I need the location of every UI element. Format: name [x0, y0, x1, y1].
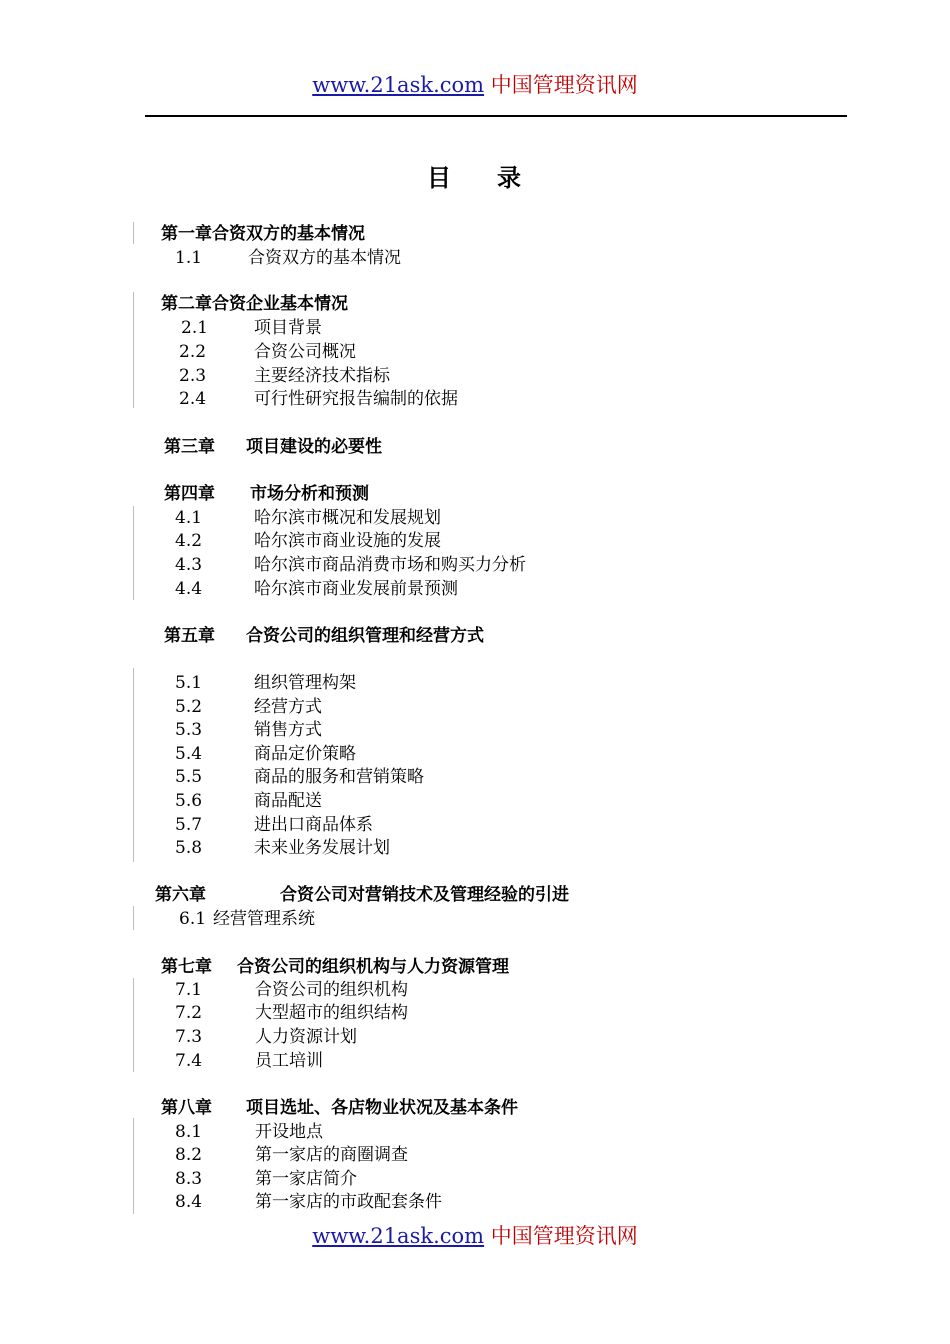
header-rule	[145, 115, 847, 117]
header-site-name: 中国管理资讯网	[490, 73, 638, 97]
chapter-8-heading[interactable]: 第八章 项目选址、各店物业状况及基本条件	[161, 1098, 518, 1118]
margin-bar	[133, 668, 134, 862]
footer-url-link[interactable]: www.21ask.com	[312, 1224, 485, 1248]
chapter-6-heading[interactable]: 第六章 合资公司对营销技术及管理经验的引进	[155, 885, 569, 905]
title-left-char: 目	[427, 164, 453, 192]
chapter-4-heading[interactable]: 第四章 市场分析和预测	[164, 484, 369, 504]
margin-bar	[133, 978, 134, 1072]
margin-bar	[133, 1118, 134, 1214]
margin-bar	[133, 222, 134, 244]
chapter-5-heading[interactable]: 第五章 合资公司的组织管理和经营方式	[164, 626, 484, 646]
page-title	[0, 158, 950, 193]
header-url-link[interactable]: www.21ask.com	[312, 73, 485, 97]
page-header	[0, 70, 950, 100]
margin-bar	[133, 292, 134, 408]
chapter-1-heading[interactable]: 第一章合资双方的基本情况	[161, 224, 365, 244]
margin-bar	[133, 506, 134, 600]
title-right-char: 录	[497, 164, 523, 192]
page-footer	[0, 1221, 950, 1251]
margin-bar	[133, 906, 134, 930]
footer-site-name: 中国管理资讯网	[490, 1224, 638, 1248]
chapter-3-heading[interactable]: 第三章 项目建设的必要性	[164, 437, 382, 457]
chapter-2-heading[interactable]: 第二章合资企业基本情况	[161, 294, 348, 314]
chapter-7-heading[interactable]: 第七章 合资公司的组织机构与人力资源管理	[161, 957, 509, 977]
